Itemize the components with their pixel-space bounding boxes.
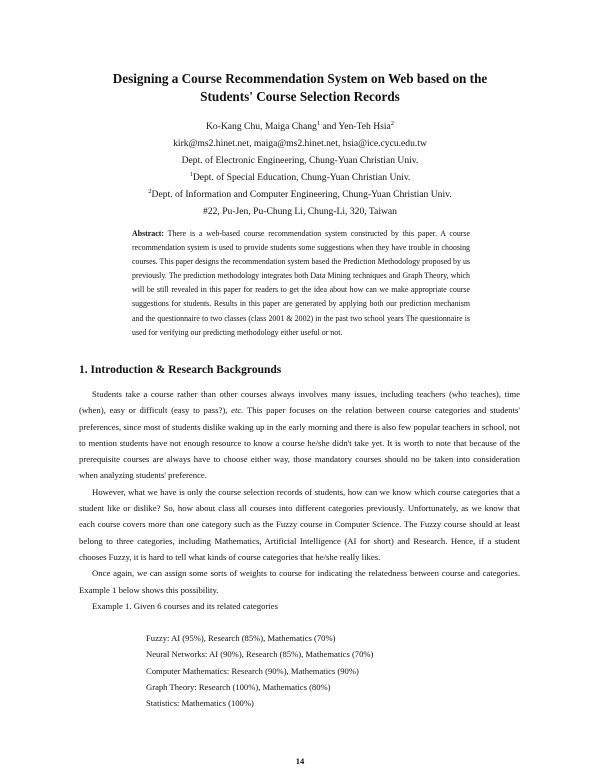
title-line-1: Designing a Course Recommendation System on Web based on the	[112, 71, 488, 86]
author-sup-1: 1	[316, 119, 321, 127]
list-item: Computer Mathematics: Research (90%), Mathematics (90%)	[146, 665, 359, 676]
author-sup-2: 2	[390, 119, 395, 127]
body-paragraph-3: Once again, we can assign some sorts of weights to course for indicating the relatedness between course and categories. Example 1 below shows this possibility.	[79, 568, 520, 595]
title-line-2: Students' Course Selection Records	[200, 89, 400, 104]
list-item: Fuzzy: AI (95%), Research (85%), Mathematics (70%)	[146, 633, 336, 643]
author-names-part-2: and Yen-Teh Hsia	[320, 121, 391, 132]
body-paragraph-1-part-b: This paper focuses on the relation between course categories and students' preferences, since most of students dislike waking up in the early morning and there is also few popular teachers in school, not to mention students have not enough resource to know a course he/she didn't take yet. It is worth to note that because of the prerequisite courses are always have to choose either way, those mandatory courses should no be taken into consideration when analyzing students' preference.	[79, 405, 520, 481]
abstract-text: There is a web-based course recommendation system constructed by this paper. A course recommendation system is used to provide students some suggestions when they have trouble in choosing courses. This paper designs the recommendation system based the Prediction Methodology proposed by us previously. The prediction methodology integrates both Data Mining techniques and Graph Theory, which will be still revealed in this paper for readers to get the idea about how can we make appropriate course suggestions for students. Results in this paper are generated by applying both our prediction mechanism and the questionnaire to two classes (class 2001 & 2002) in the past two school years The questionnaire is used for verifying our predicting methodology either useful or not.	[132, 229, 470, 337]
abstract-paragraph	[132, 227, 470, 340]
paper-title	[80, 70, 520, 106]
example-title: Example 1. Given 6 courses and its related categories	[92, 600, 278, 611]
affiliation-electronic: Dept. of Electronic Engineering, Chung-Yuan Christian Univ.	[181, 155, 419, 166]
body-paragraph-1	[79, 386, 520, 484]
body-paragraph-1-part-a: Students take a course rather than other courses always involves many issues, including teachers (who teaches), time (when), easy or difficult (easy to pass?),	[79, 389, 520, 416]
affiliation-information	[60, 186, 540, 203]
author-address: #22, Pu-Jen, Pu-Chung Li, Chung-Li, 320, Taiwan	[203, 206, 397, 217]
example-category-list	[146, 630, 506, 711]
list-item: Statistics: Mathematics (100%)	[146, 698, 254, 709]
body-paragraph-2: However, what we have is only the course selection records of students, how can we know which course categories that a student like or dislike? So, how about class all courses into different categories previously. Unfortunately, as we know that each course covers more than one category such as the Fuzzy course in Computer Science. The Fuzzy course should at least belong to three categories, including Mathematics, Artificial Intelligence (AI for short) and Research. Hence, if a student chooses Fuzzy, it is hard to tell what kinds of course categories that he/she really likes.	[79, 486, 520, 562]
affiliation-sup-1: 1	[189, 170, 193, 178]
list-item: Neural Networks: AI (90%), Research (85%), Mathematics (70%)	[146, 649, 374, 660]
list-item: Graph Theory: Research (100%), Mathematics (80%)	[146, 681, 331, 692]
abstract	[132, 227, 470, 340]
author-names	[60, 118, 540, 135]
affiliation-special-education	[60, 169, 540, 186]
author-names-part-1: Ko-Kang Chu, Maiga Chang	[205, 121, 317, 132]
author-block	[60, 118, 540, 220]
abstract-label: Abstract:	[132, 229, 164, 238]
page-number: 14	[295, 756, 305, 766]
section-body	[79, 386, 520, 614]
author-emails: kirk@ms2.hinet.net, maiga@ms2.hinet.net, hsia@ice.cycu.edu.tw	[173, 138, 427, 149]
affiliation-information-text: Dept. of Information and Computer Engineering, Chung-Yuan Christian Univ.	[151, 189, 452, 200]
etc-italic: etc.	[231, 405, 244, 416]
affiliation-sup-2: 2	[148, 187, 152, 195]
section-heading: 1. Introduction & Research Backgrounds	[79, 364, 282, 376]
affiliation-special-education-text: Dept. of Special Education, Chung-Yuan Christian Univ.	[192, 172, 411, 183]
